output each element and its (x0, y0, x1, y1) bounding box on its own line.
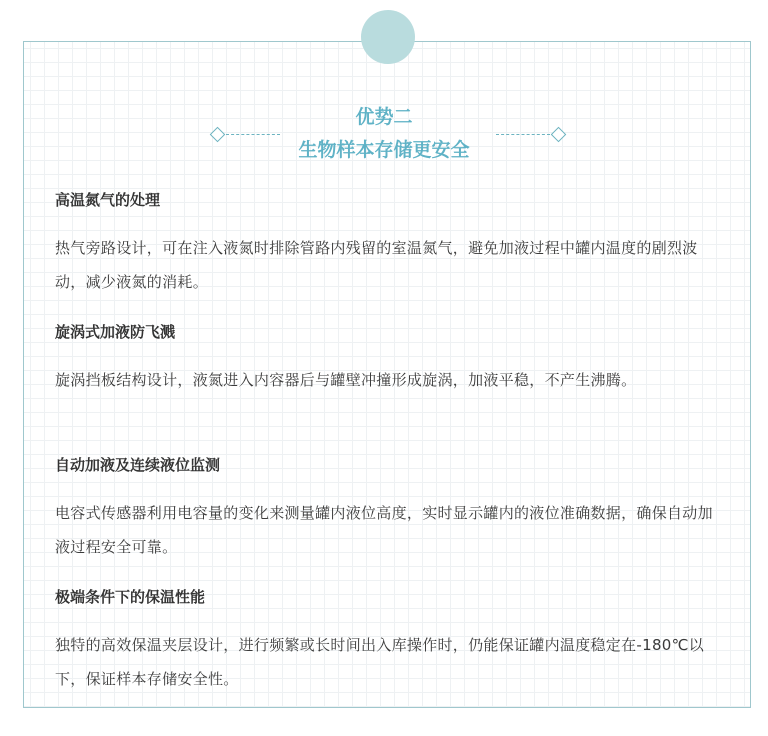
feature-body-hot-nitrogen: 热气旁路设计，可在注入液氮时排除管路内残留的室温氮气，避免加液过程中罐内温度的剧烈波动，减少液氮的消耗。 (55, 239, 698, 291)
feature-title-hot-nitrogen: 高温氮气的处理 (55, 191, 161, 209)
feature-body-auto-fill: 电容式传感器利用电容量的变化来测量罐内液位高度，实时显示罐内的液位准确数据，确保自动加液过程安全可靠。 (55, 504, 713, 556)
section-heading-label: 优势二 (355, 106, 413, 128)
section-heading-title: 生物样本存储更安全 (298, 139, 470, 161)
dashed-line (496, 134, 550, 135)
feature-title-insulation: 极端条件下的保温性能 (55, 588, 206, 606)
feature-body-vortex-fill: 旋涡挡板结构设计，液氮进入内容器后与罐壁冲撞形成旋涡，加液平稳，不产生沸腾。 (55, 371, 637, 389)
dashed-line (226, 134, 280, 135)
feature-title-vortex-fill: 旋涡式加液防飞溅 (55, 323, 176, 341)
decorative-circle (361, 10, 415, 64)
feature-title-auto-fill: 自动加液及连续液位监测 (55, 456, 221, 474)
feature-body-insulation: 独特的高效保温夹层设计，进行频繁或长时间出入库操作时，仍能保证罐内温度稳定在-180℃以下，保证样本存储安全性。 (55, 636, 705, 688)
